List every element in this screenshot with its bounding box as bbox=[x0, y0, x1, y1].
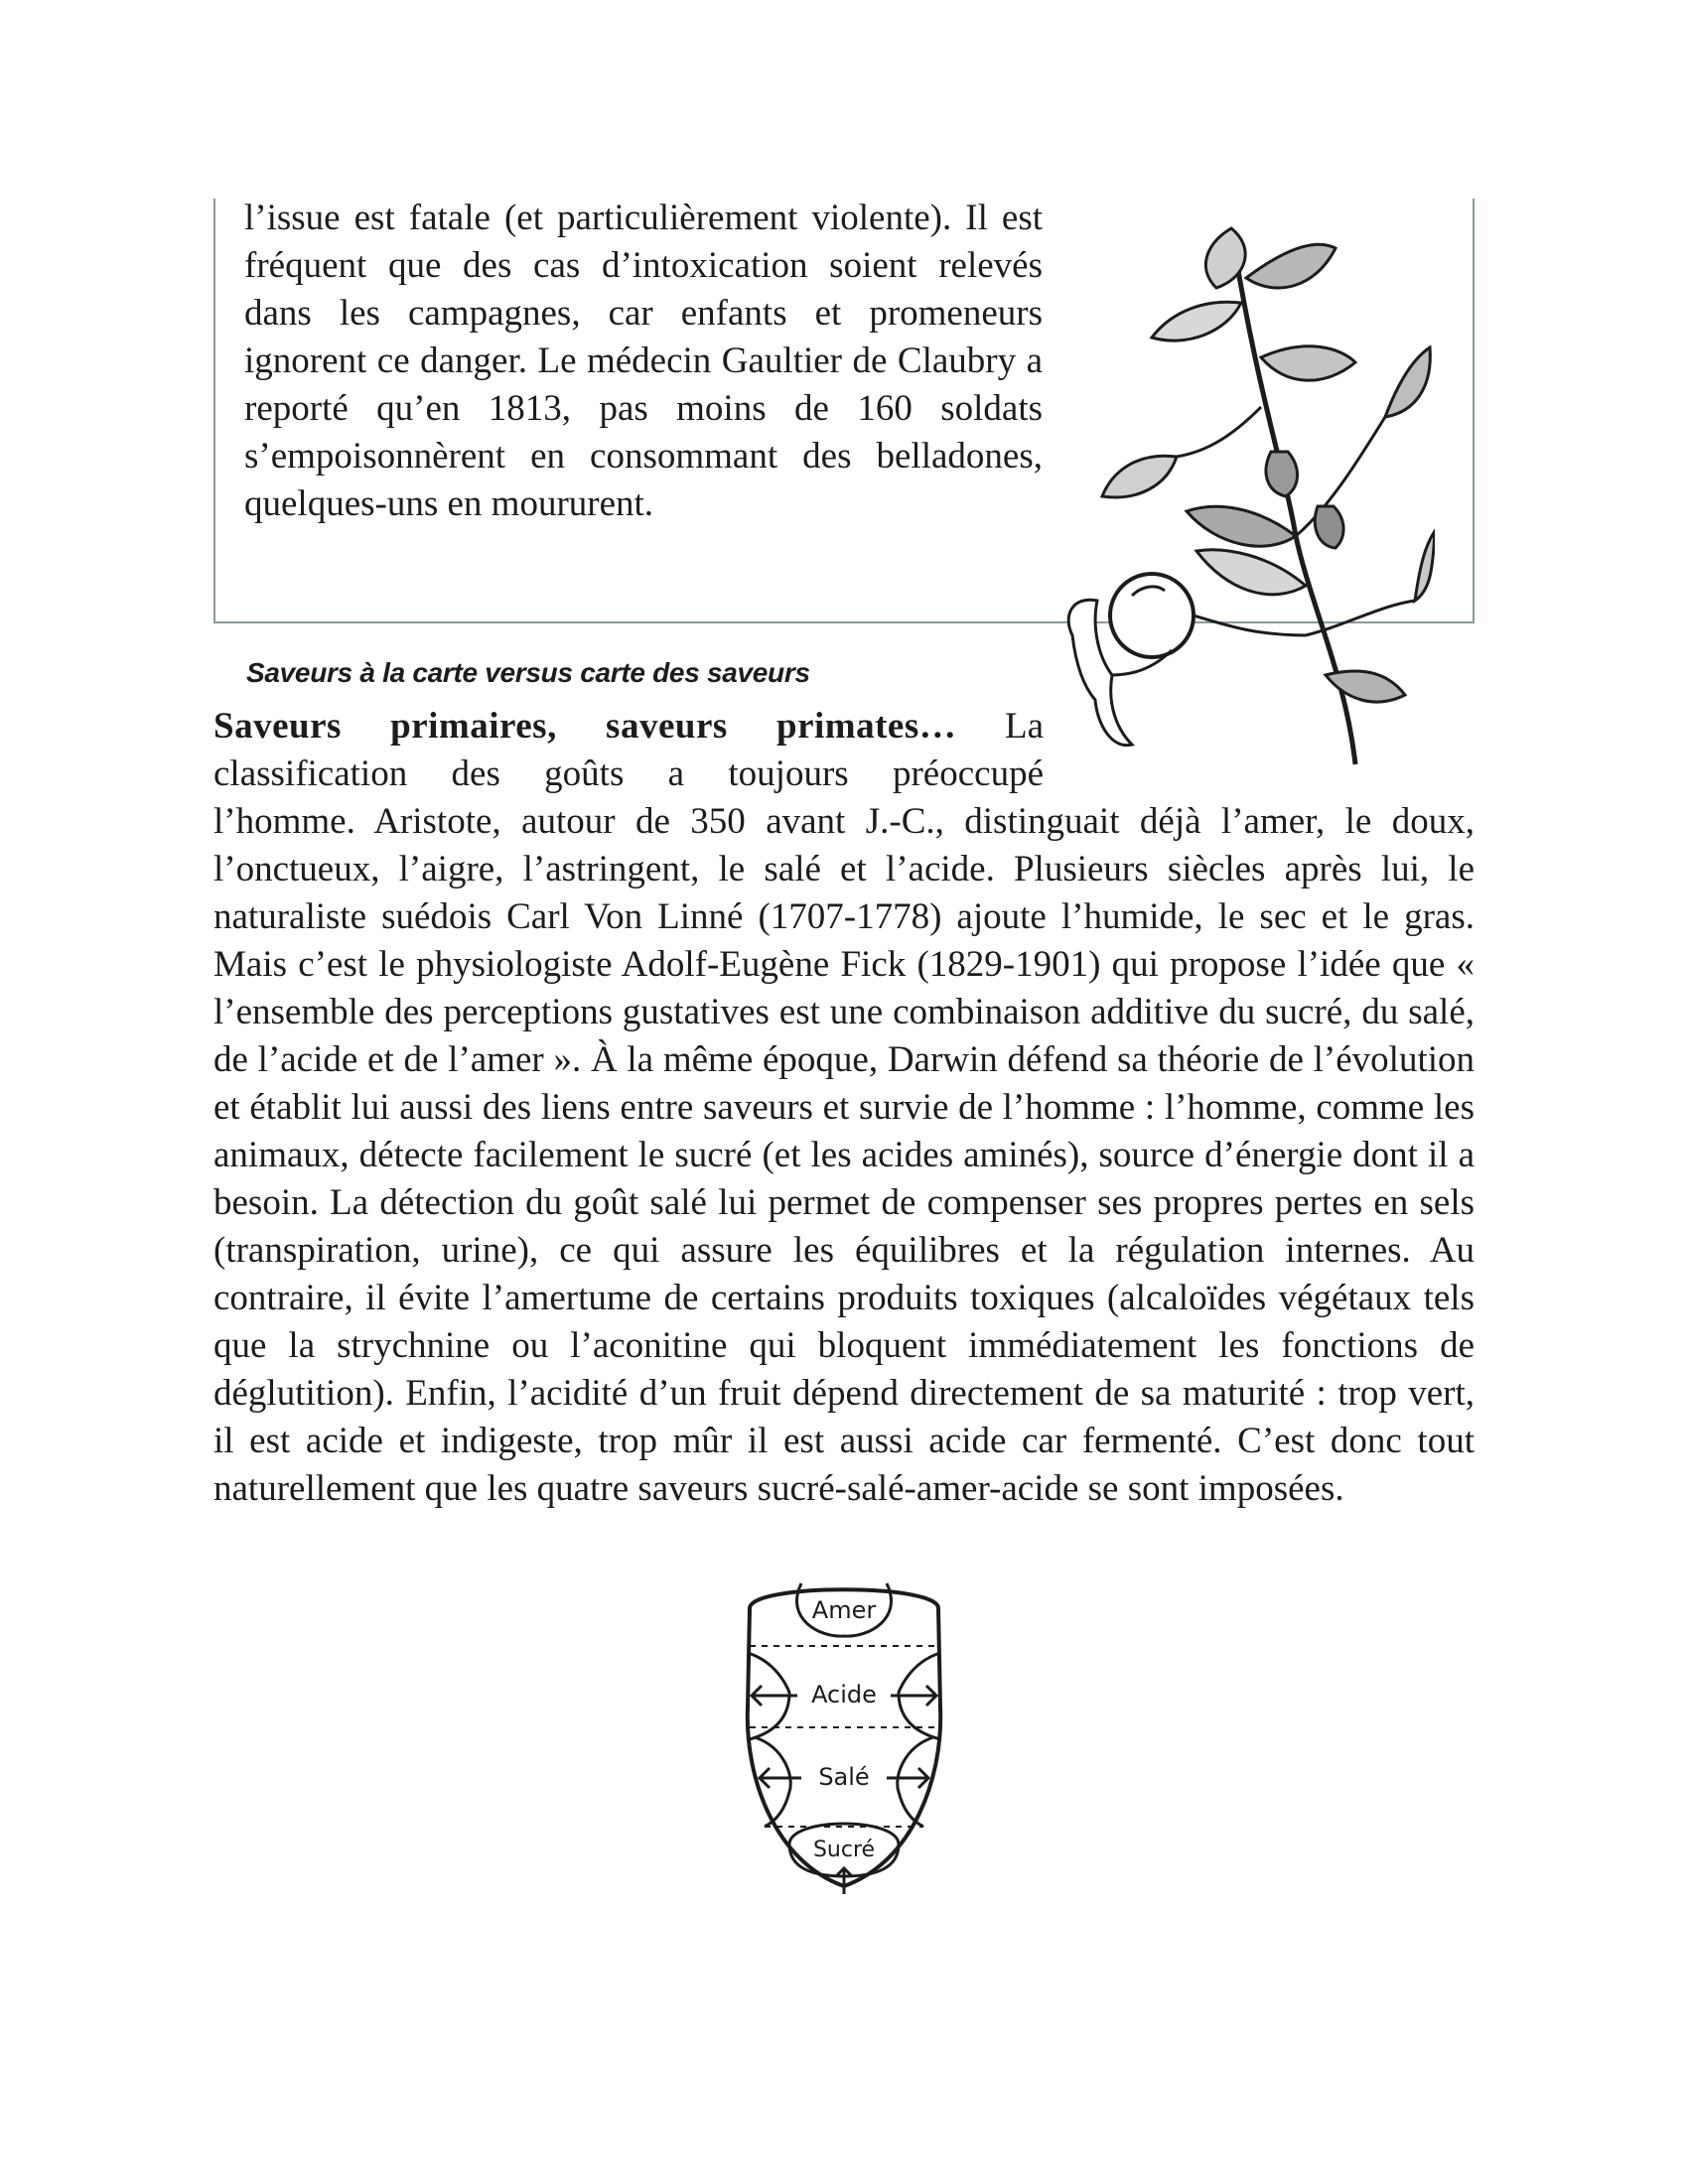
taste-label-sweet: Sucré bbox=[812, 1838, 876, 1862]
body-intro-lines bbox=[213, 703, 1044, 798]
belladonna-illustration bbox=[1057, 208, 1435, 774]
taste-label-sour: Acide bbox=[811, 1681, 877, 1708]
tongue-taste-map bbox=[730, 1578, 958, 1896]
taste-label-salty: Salé bbox=[818, 1763, 870, 1791]
section-heading: Saveurs à la carte versus carte des saveurs bbox=[246, 657, 810, 688]
excerpt-paragraph: l’issue est fatale (et particulièrement violente). Il est fréquent que des cas d’intoxication soient relevés dans les campagnes, car enfants et promeneurs ignorent ce danger. Le médecin Gaultier de Claubry a reporté qu’en 1813, pas moins de 160 soldats s’empoisonnèrent en consommant des belladones, quelques-uns en moururent. bbox=[244, 198, 1043, 524]
lead-phrase: Saveurs primaires, saveurs primates… bbox=[213, 706, 957, 747]
taste-label-bitter: Amer bbox=[811, 1596, 877, 1624]
body-paragraph: l’homme. Aristote, autour de 350 avant J.-C., distinguait déjà l’amer, le doux, l’onctueux, l’aigre, l’astringent, le salé et l’acide. Plusieurs siècles après lui, le naturaliste suédois Carl Von Linné (1707-1778) ajoute l’humide, le sec et le gras. Mais c’est le physiologiste Adolf-Eugène Fick (1829-1901) qui propose l’idée que « l’ensemble des perceptions gustatives est une combinaison additive du sucré, du salé, de l’acide et de l’amer ». À la même époque, Darwin défend sa théorie de l’évolution et établit lui aussi des liens entre saveurs et survie de l’homme : l’homme, comme les animaux, détecte facilement le sucré (et les acides aminés), source d’énergie dont il a besoin. La détection du goût salé lui permet de compenser ses propres pertes en sels (transpiration, urine), ce qui assure les équilibres et la régulation internes. Au contraire, il évite l’amertume de certains produits toxiques (alcaloïdes végétaux tels que la strychnine ou l’aconitine qui bloquent immédiatement les fonctions de déglutition). Enfin, l’acidité d’un fruit dépend directement de sa maturité : trop vert, il est acide et indigeste, trop mûr il est aussi acide car fermenté. C’est donc tout naturellement que les quatre saveurs sucré-salé-amer-acide se sont imposées. bbox=[213, 801, 1475, 1509]
intro-text: La classification des goûts a toujours préoccupé bbox=[213, 706, 1044, 794]
